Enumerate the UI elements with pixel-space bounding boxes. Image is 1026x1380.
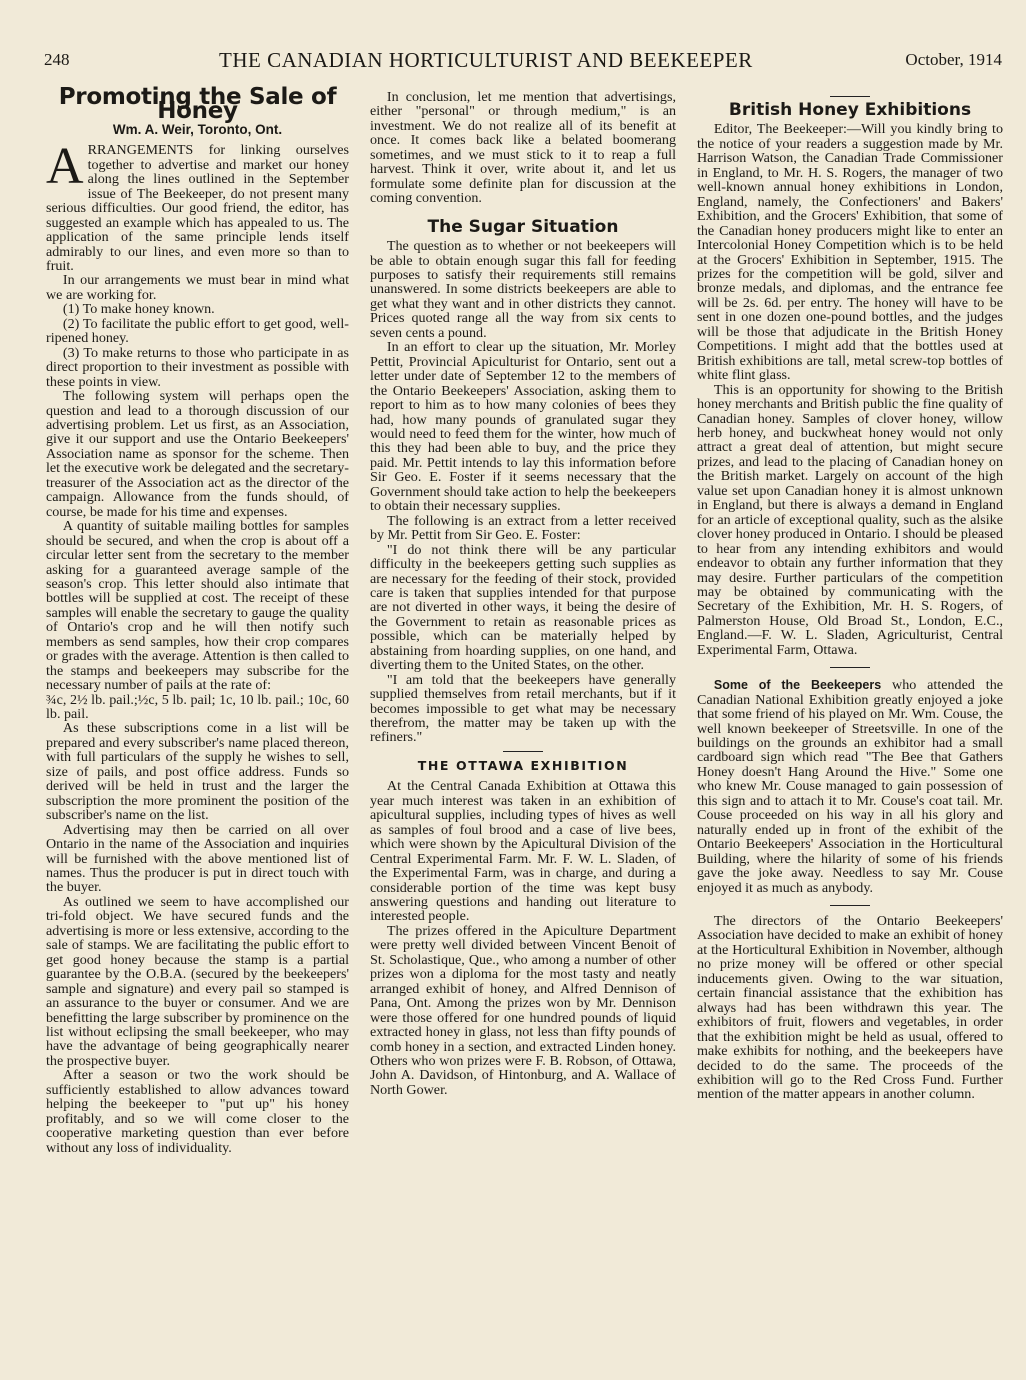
article-title-honey: Promoting the Sale of Honey <box>58 84 337 125</box>
run-in-heading: Some of the Beekeepers <box>713 678 882 693</box>
article-paragraph: The following is an extract from a letter received by Mr. Pettit from Sir Geo. E. Foster: <box>370 512 676 544</box>
article-paragraph: In conclusion, let me mention that advertisings, either "personal" or through medium," is an investment. We do not realize all of its benefit at once. It comes back like a belated boomerang sometimes, and we must stick to it to reap a full harvest. Think it over, write about it, and let us formulate some definite plan for discussion at the coming convention. <box>370 89 676 207</box>
journal-title: THE CANADIAN HORTICULTURIST AND BEEKEEPER <box>219 48 753 72</box>
article-paragraph: At the Central Canada Exhibition at Ottawa this year much interest was taken in an exhibition of apicultural supplies, including types of hives as well as samples of foul brood and a case of live bees, which were shown by the Apicultural Division of the Central Experimental Farm. Mr. F. W. L. Sladen, of the Experimental Farm, was in charge, and during a considerable portion of the time was kept busy answering questions and handing out literature to interested people. <box>370 778 676 925</box>
issue-date: October, 1914 <box>905 50 1002 69</box>
article-paragraph: In an effort to clear up the situation, Mr. Morley Pettit, Provincial Apiculturist for Ontario, sent out a letter under date of September 12 to the members of the Ontario Beekeepers' Association, asking them to report to him as to how many colonies of bees they had, how many pounds of granulated sugar they would need to feed them for the winter, how much of this they had been able to buy, and the price they paid. Mr. Pettit intends to lay this information before Sir Geo. E. Foster if it seems necessary that the Government should take action to help the beekeepers to obtain their necessary supplies. <box>370 339 676 515</box>
section-title-ottawa: THE OTTAWA EXHIBITION <box>417 757 629 773</box>
article-paragraph: As these subscriptions come in a list will be prepared and every subscriber's name placed thereon, with full particulars of the supply he wishes to sell, size of pails, and post office address. Funds so derived will be held in trust and the larger the subscription the more prominent the position of the subscriber's name on the list. <box>46 720 349 824</box>
article-paragraph: The following system will perhaps open the question and lead to a thorough discussion of our advertising problem. Let us first, as an Association, give it our support and use the Ontario Beekeepers' Association name as sponsor for the scheme. Then let the executive work be delegated and the secretary-treasurer of the Association act as the director of the campaign. Allowance from the funds should, of course, be made for his time and expenses. <box>46 388 349 520</box>
paragraph-text: who attended the Canadian National Exhibition greatly enjoyed a joke that some friend of his played on Mr. Wm. Couse, the well known beekeeper of Streetsville. In one of the buildings on the grounds an exhibitor had a small cardboard sign which read "The Bee that Gathers Honey doesn't Hang Around the Hive." Some one who knew Mr. Couse managed to gain possession of this sign and to attach it to Mr. Couse's coat tail. Mr. Couse proceeded on his way in all his glory and naturally ended up in front of the exhibit of the Ontario Beekeepers' Association in the Horticultural Building, where the hilarity of some of his friends gave the joke away. Needless to say Mr. Couse enjoyed it as much as anybody. <box>697 677 1003 896</box>
article-paragraph <box>46 138 349 274</box>
article-paragraph: A quantity of suitable mailing bottles for samples should be secured, and when the crop is about off a circular letter sent from the secretary to the member asking for a guaranteed average sample of the season's crop. This letter should also intimate that bottles will be supplied at cost. The receipt of these samples will enable the secretary to gauge the quality of Ontario's crop and he will then notify such members as send samples, how their crop compares or grades with the average. Attention is then called to the stamps and beekeepers may subscribe for the necessary number of pails at the rate of: <box>46 518 349 694</box>
article-paragraph: (3) To make returns to those who participate in as direct proportion to their investment as possible with these points in view. <box>46 344 349 390</box>
article-paragraph: The question as to whether or not beekeepers will be able to obtain enough sugar this fall for feeding purposes to satisfy their requirements still remains unanswered. In some districts beekeepers are able to get what they want and in other districts they cannot. Prices quoted range all the way from six cents to seven cents a pound. <box>370 238 676 341</box>
article-paragraph <box>697 678 1003 895</box>
article-paragraph: (1) To make honey known. <box>62 301 215 318</box>
article-paragraph: Advertising may then be carried on all over Ontario in the name of the Association and inquiries will be furnished with the above mentioned list of names. Thus the producer is put in direct touch with the buyer. <box>46 821 349 896</box>
page-number: 248 <box>44 50 70 69</box>
section-title-british: British Honey Exhibitions <box>728 100 972 120</box>
article-paragraph: The directors of the Ontario Beekeepers' Association have decided to make an exhibit of honey at the Horticultural Exhibition in November, although no prize money will be offered or other special inducements given. Owing to the war situation, certain financial assistance that the exhibition has always had has been withdrawn this year. The exhibitors of fruit, flowers and vegetables, in order that the exhibition might be held as usual, offered to make exhibits for nothing, and the beekeepers have decided to do the same. The proceeds of the exhibition will go to the Red Cross Fund. Further mention of the matter appears in another column. <box>697 913 1003 1103</box>
section-title-sugar: The Sugar Situation <box>427 216 619 237</box>
divider-rule <box>830 905 870 906</box>
page-header <box>44 48 1004 78</box>
article-paragraph: Editor, The Beekeeper:—Will you kindly bring to the notice of your readers a suggestion made by Mr. Harrison Watson, the Canadian Trade Commissioner in England, to Mr. H. S. Rogers, the manager of two well-known annual honey exhibitions in London, England, namely, the Confectioners' and Bakers' Exhibition, and the Grocers' Exhibition, that some of the Canadian honey producers might like to enter an Intercolonial Honey Competition which is to be held at the Grocers' Exhibition in September, 1915. The prizes for the competition will be gold, silver and bronze medals, and diplomas, and the entrance fee will be 2s. 6d. per entry. The honey will have to be sent in one dozen one-pound bottles, and the judges will be those that adjudicate in the British Honey Competitions. I might add that the bottles used at British exhibitions are tall, metal screw-top bottles of white flint glass. <box>697 121 1003 384</box>
quote-paragraph: "I do not think there will be any particular difficulty in the beekeepers getting such supplies as are necessary for the feeding of their stock, provided care is taken that supplies intended for that purpose are not diverted in other ways, it being the desire of the Government to retain as reasonable prices as possible, which can be materially helped by abstaining from hoarding supplies, on one hand, and diverting them to the United States, on the other. <box>370 541 676 674</box>
divider-rule <box>830 96 870 97</box>
article-paragraph: After a season or two the work should be sufficiently established to allow advances toward helping the beekeeper to "put up" his honey profitably, and so we will come closer to the cooperative marketing question than ever before without any loss of individuality. <box>46 1067 349 1156</box>
paragraph-text: for linking ourselves together to advertise and market our honey along the lines outlined in the September issue of The Beekeeper, do not present many serious difficulties. Our good friend, the editor, has suggested an example which has appealed to us. The application of the same principle lends itself admirably to our lines, and even more so than to fruit. <box>46 142 349 274</box>
column-2 <box>370 90 676 1097</box>
article-paragraph: (2) To facilitate the public effort to get good, well-ripened honey. <box>46 315 349 347</box>
column-1 <box>46 84 349 1156</box>
column-3 <box>697 90 1003 1102</box>
article-byline: Wm. A. Weir, Toronto, Ont. <box>112 121 283 137</box>
quote-paragraph: "I am told that the beekeepers have generally supplied themselves from retail merchants, but if it becomes impossible to get what may be necessary therefrom, the matter may be taken up with the refiners." <box>370 671 676 746</box>
article-paragraph: As outlined we seem to have accomplished our tri-fold object. We have secured funds and the advertising is more or less extensive, according to the sale of stamps. We are facilitating the public effort to get good honey because the stamp is a partial guarantee by the O.B.A. (secured by the beekeepers' sample and signature) and every pail so stamped is an assurance to the buyer or consumer. And we are benefitting the large subscriber by prominence on the list without eclipsing the small beekeeper, who may have the advantage of being geographically nearer the prospective buyer. <box>46 893 349 1069</box>
drop-cap: A <box>46 138 84 196</box>
article-paragraph: The prizes offered in the Apiculture Department were pretty well divided between Vincent Benoit of St. Scholastique, Que., who among a number of other prizes won a diploma for the most tasty and neatly arranged exhibit of honey, and Alfred Dennison of Pana, Ont. Among the prizes won by Mr. Dennison were those offered for one hundred pounds of liquid extracted honey in glass, not less than fifty pounds of comb honey in a section, and extracted Linden honey. Others who won prizes were F. B. Robson, of Ottawa, John A. Davidson, of Hintonburg, and A. Wallace of North Gower. <box>370 922 676 1098</box>
lead-word: RRANGEMENTS <box>87 142 194 159</box>
article-paragraph: In our arrangements we must bear in mind what we are working for. <box>46 272 349 303</box>
rates-line: ¾c, 2½ lb. pail.;½c, 5 lb. pail; 1c, 10 lb. pail.; 10c, 60 lb. pail. <box>46 691 349 723</box>
divider-rule <box>503 751 543 752</box>
divider-rule <box>830 667 870 668</box>
article-paragraph: This is an opportunity for showing to the British honey merchants and British public the fine quality of Canadian honey. Samples of clover honey, willow herb honey, and buckwheat honey would not only attract a great deal of attention, but might secure prizes, and lead to the placing of Canadian honey on the British market. Largely on account of the high value set upon Canadian honey it is almost unknown in England, but there is always a demand in England for an article of exceptional quality, such as the alsike clover honey produced in Ontario. I should be pleased to hear from any intending exhibitors and would endeavor to obtain any further information that they may desire. Further particulars of the competition may be obtained by communicating with the Secretary of the Exhibition, Mr. H. S. Rogers, of Palmerston House, Old Broad St., London, E.C., England.—F. W. L. Sladen, Agriculturist, Central Experimental Farm, Ottawa. <box>697 381 1003 658</box>
